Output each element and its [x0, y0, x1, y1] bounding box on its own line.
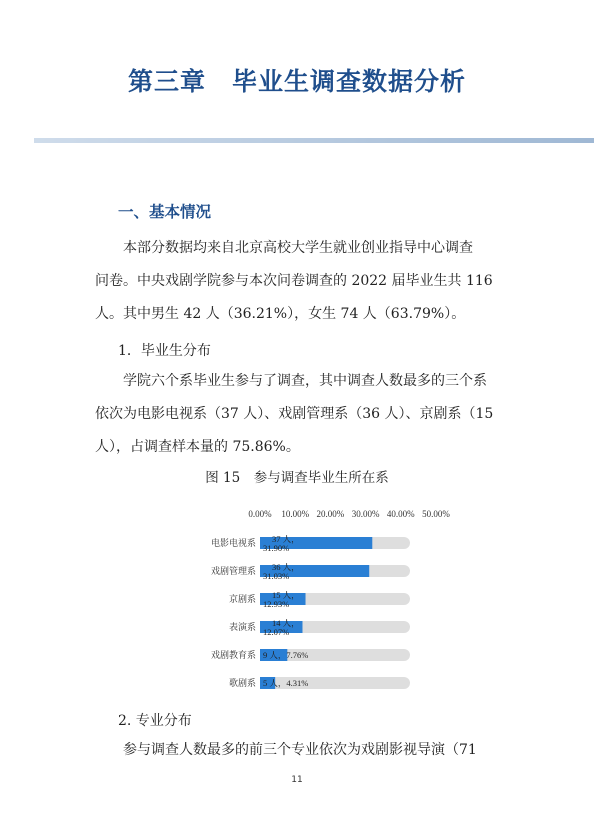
x-tick-label: 30.00%: [351, 509, 380, 519]
major-line: 参与调查人数最多的前三个专业依次为戏剧影视导演（71: [123, 742, 477, 758]
data-label: 12.93%: [263, 599, 290, 609]
data-label: 31.90%: [263, 543, 290, 553]
distribution-line: 依次为电影电视系（37 人）、戏剧管理系（36 人）、京剧系（15: [95, 406, 494, 422]
data-label: 9 人，7.76%: [263, 650, 309, 660]
data-label: 31.03%: [263, 571, 290, 581]
intro-line: 问卷。中央戏剧学院参与本次问卷调查的 2022 届毕业生共 116: [95, 273, 493, 289]
category-label: 戏剧教育系: [210, 650, 256, 660]
x-tick-label: 20.00%: [316, 509, 345, 519]
subsection-heading-major: 2. 专业分布: [118, 713, 192, 729]
subsection-heading-distribution: 1．毕业生分布: [118, 343, 211, 359]
data-label: 37 人，: [272, 534, 300, 544]
figure-caption: 图 15 参与调查毕业生所在系: [205, 470, 389, 486]
x-tick-label: 40.00%: [386, 509, 415, 519]
intro-paragraph: [95, 232, 507, 331]
category-label: 戏剧管理系: [210, 566, 256, 576]
chapter-title: 第三章 毕业生调查数据分析: [127, 67, 466, 96]
data-label: 12.07%: [263, 627, 290, 637]
category-label: 歌剧系: [228, 678, 256, 688]
section-heading: 一、基本情况: [118, 203, 212, 221]
major-paragraph: [95, 734, 507, 767]
distribution-line: 学院六个系毕业生参与了调查，其中调查人数最多的三个系: [123, 373, 487, 389]
x-tick-label: 10.00%: [281, 509, 310, 519]
category-label: 表演系: [228, 622, 256, 632]
data-label: 5 人，4.31%: [263, 678, 309, 688]
data-label: 15 人，: [272, 590, 300, 600]
intro-line: 本部分数据均来自北京高校大学生就业创业指导中心调查: [123, 240, 473, 256]
department-bar-chart: [190, 505, 460, 705]
distribution-paragraph: [95, 365, 507, 464]
distribution-line: 人），占调查样本量的 75.86%。: [95, 439, 300, 455]
category-label: 京剧系: [228, 594, 256, 604]
header-divider: [34, 138, 594, 143]
category-label: 电影电视系: [210, 538, 256, 548]
x-tick-label: 50.00%: [422, 509, 450, 519]
data-label: 14 人，: [272, 618, 300, 628]
x-tick-label: 0.00%: [248, 509, 272, 519]
data-label: 36 人，: [272, 562, 300, 572]
intro-line: 人。其中男生 42 人（36.21%），女生 74 人（63.79%）。: [95, 306, 466, 322]
page-number: 11: [291, 775, 303, 785]
